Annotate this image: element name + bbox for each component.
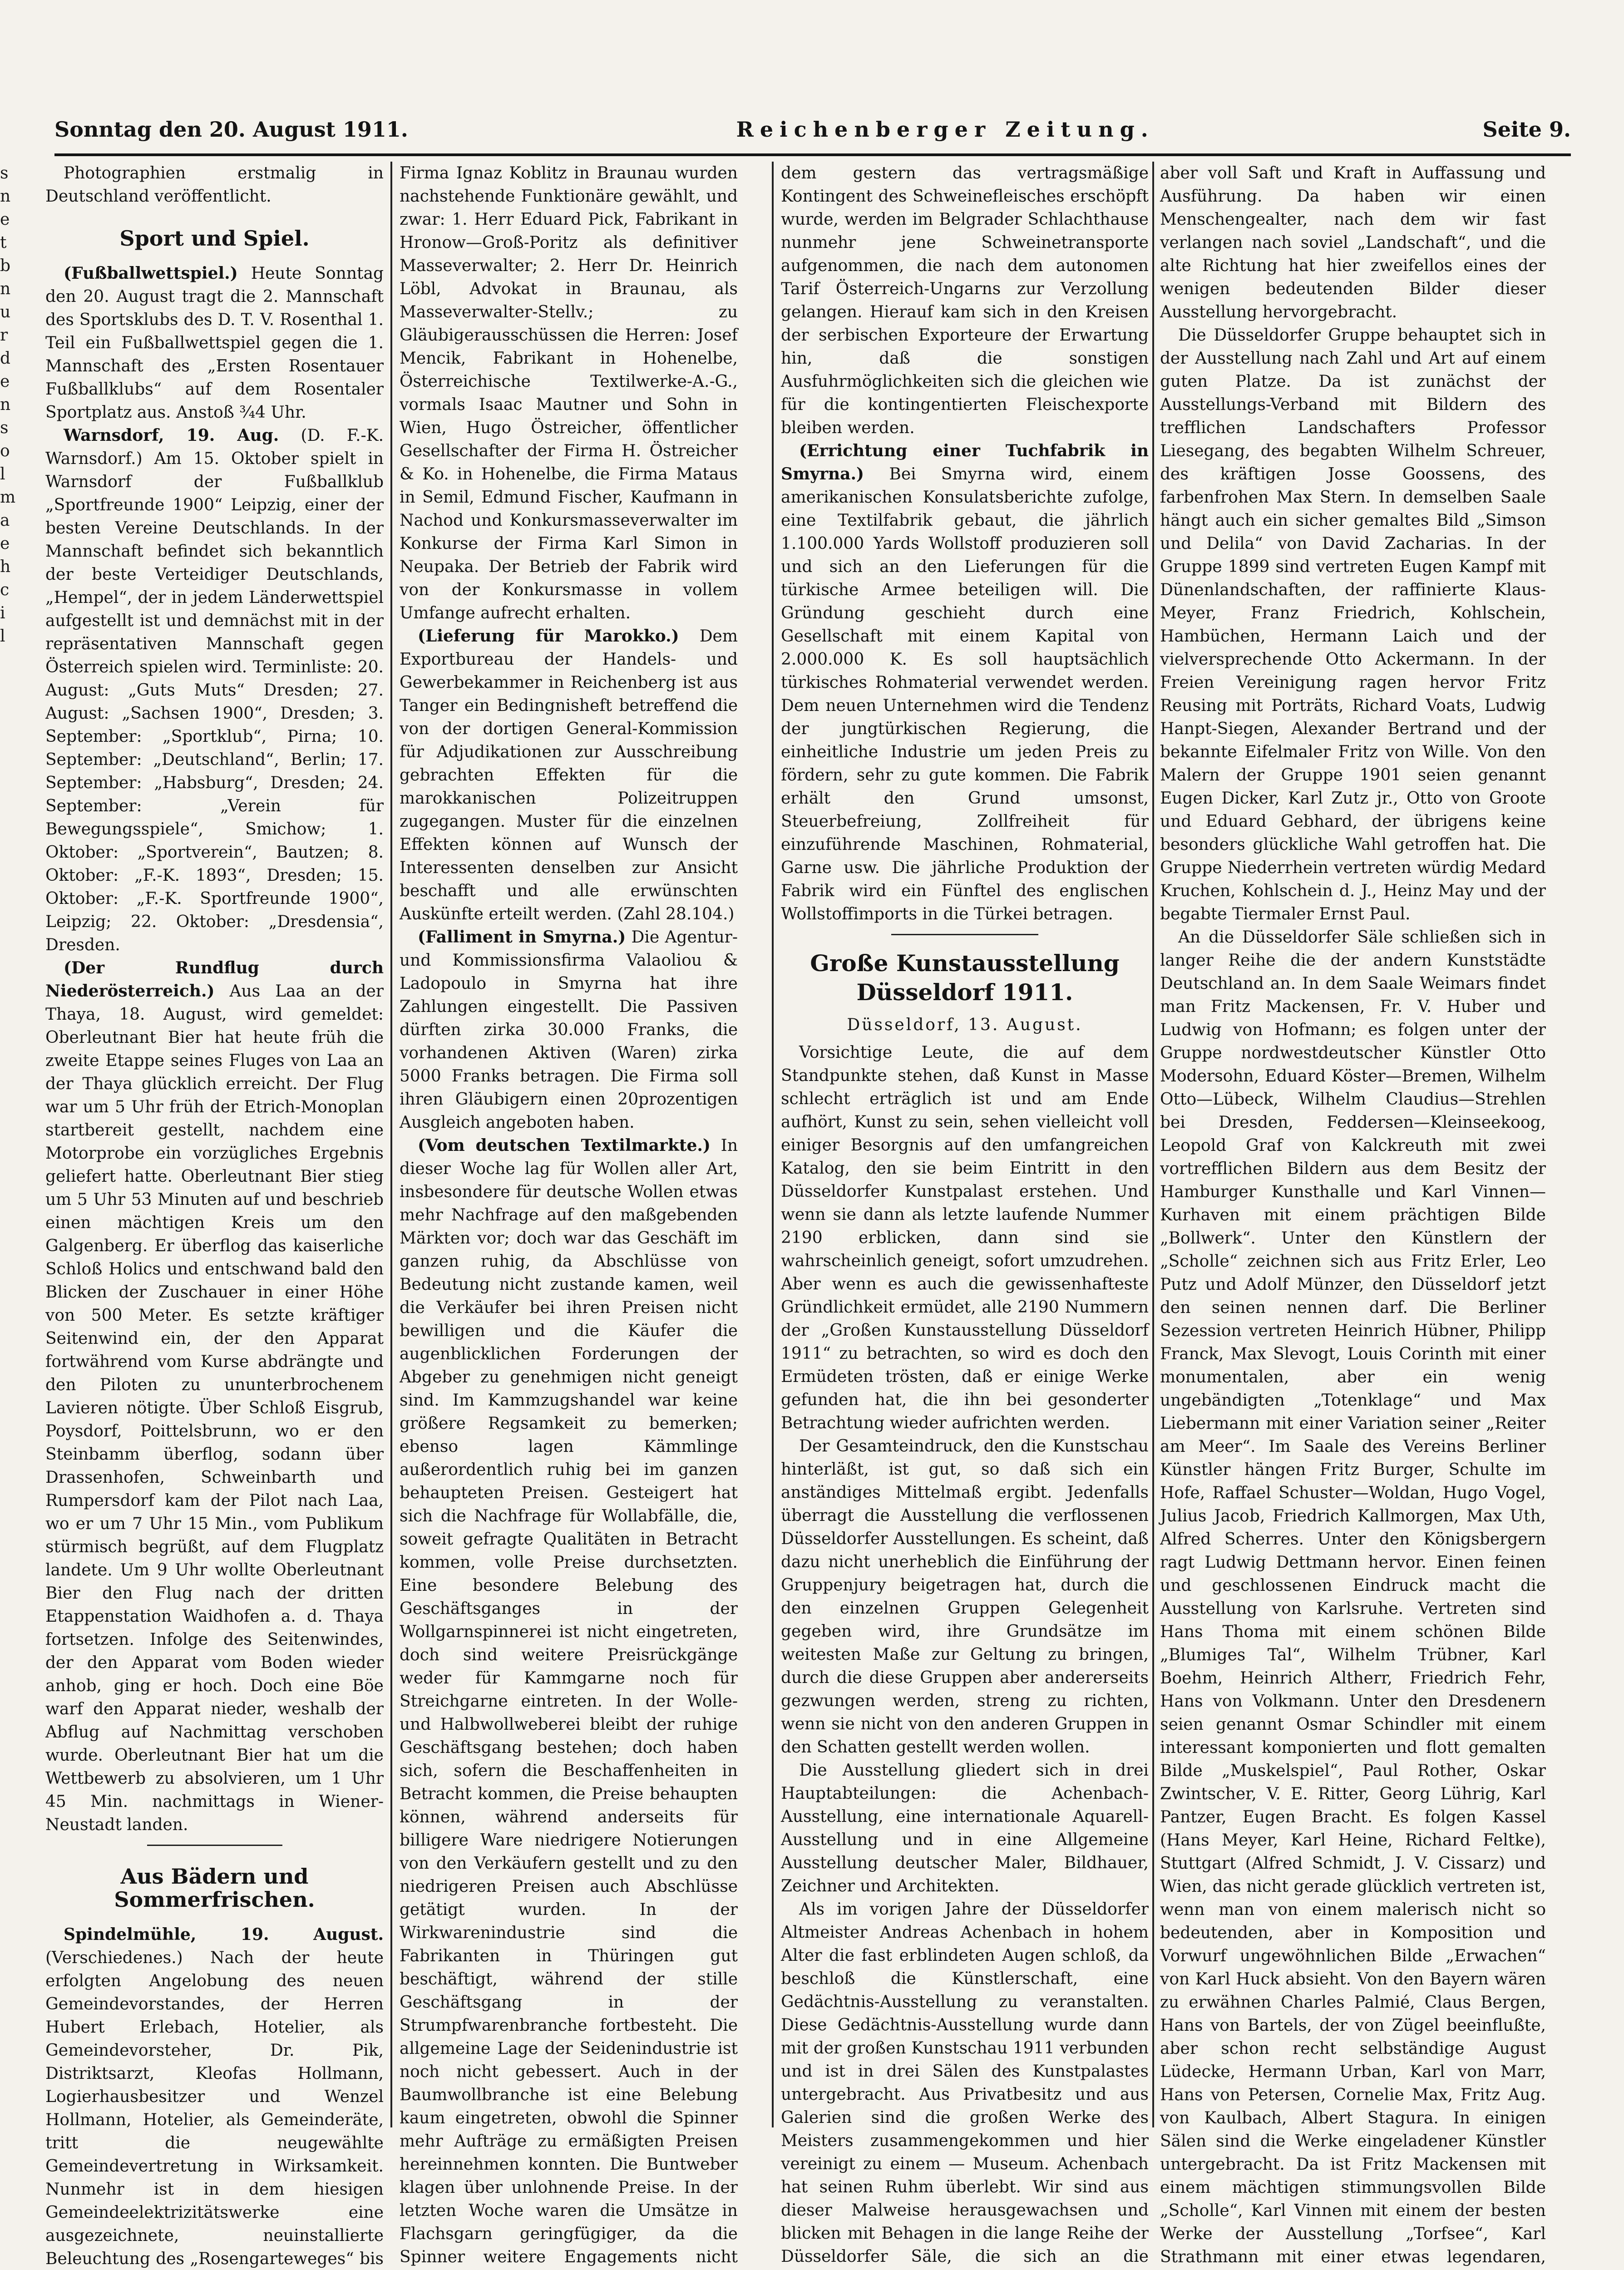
fragment: l	[0, 465, 5, 484]
article-spindelmuehle	[45, 1923, 384, 2270]
body: In dieser Woche lag für Wollen aller Art, insbesondere für deutsche Wollen etwas mehr Nachfrage auf den maßgebenden Märkten vor; doch war das Geschäft im ganzen ruhig, da Abschlüsse von Bedeutung nicht zustande kamen, weil die Verkäufer bei ihren Preisen nicht bewilligen und die Käufer die augenblicklichen Forderungen der Abgeber zu genehmigen nicht geneigt sind. Im Kammzugshandel war keine größere Regsamkeit zu bemerken; ebenso lagen Kämmlinge außerordentlich ruhig bei im ganzen behaupteten Preisen. Gesteigert hat sich die Nachfrage für Wollabfälle, die, soweit gefragte Qualitäten in Betracht kommen, volle Preise durchsetzten. Eine besondere Belebung des Geschäftsganges in der Wollgarnspinnerei ist nicht eingetreten, doch sind weitere Preisrückgänge weder für Kammgarne noch für Streichgarne eintreten. In der Wolle- und Halbwollweberei bleibt der ruhige Geschäftsgang bestehen; doch haben sich, sofern die Beschaffenheiten in Betracht kommen, die Preise behaupten können, während anderseits für billigere Ware niedrigere Notierungen von den Verkäufern gestellt und zu den niedrigeren Preisen auch Abschlüsse getätigt wurden. In der Wirkwarenindustrie sind die Fabrikanten in Thüringen gut beschäftigt, während der stille Geschäftsgang in der Strumpfwarenbranche fortbesteht. Die allgemeine Lage der Seidenindustrie ist noch nicht gebessert. Auch in der Baumwollbranche ist eine Belebung kaum eingetreten, obwohl die Spinner mehr Aufträge zu ermäßigten Preisen hereinnehmen konnten. Die Buntweber klagen über unlohnende Preise. In der letzten Woche waren die Umsätze in Flachsgarn geringfügiger, da die Spinner weitere Engagements nicht	[400, 1136, 738, 2266]
fragment: s	[0, 164, 9, 183]
fragment: l	[0, 627, 5, 646]
fragment: a	[0, 511, 10, 530]
body: (Verschiedenes.) Nach der heute erfolgten Angelobung des neuen Gemeindevorstandes, der Herren Hubert Erlebach, Hotelier, als Gemeindevorsteher, Dr. Pik, Distriktsarzt, Kleofas Hollmann, Logierhausbesitzer und Wenzel Hollmann, Hotelier, als Gemeinderäte, tritt die neugewählte Gemeindevertretung in Wirksamkeit. Nunmehr ist in dem hiesigen Gemeindeelektrizitätswerke eine ausgezeichnete, neuinstallierte Beleuchtung des „Rosengarteweges“ bis	[45, 1949, 384, 2268]
fragment: m	[0, 488, 16, 507]
column-1	[45, 162, 384, 2268]
fragment: e	[0, 210, 10, 229]
fragment: e	[0, 372, 10, 391]
headline: Spindelmühle, 19. August.	[64, 1925, 384, 1944]
article-rundflug	[45, 957, 384, 1836]
column-4	[1160, 162, 1546, 2266]
article-konkurs-continued: Firma Ignaz Koblitz in Braunau wurden nachstehende Funktionäre gewählt, und zwar: 1. Herr Eduard Pick, Fabrikant in Hronow—Groß-Poritz als definitiver Masseverwalter; 2. Herr Dr. Heinrich Löbl, Advokat in Braunau, als Masseverwalter-Stellv.; zu Gläubigerausschüssen die Herren: Josef Mencik, Fabrikant in Hohenelbe, Österreichische Textilwerke-A.-G., vormals Isaac Mautner und Sohn in Wien, Hugo Östreicher, öffentlicher Gesellschafter der Firma H. Östreicher & Ko. in Hohenelbe, die Firma Mataus in Semil, Edmund Fischer, Kaufmann in Nachod und Konkursmasseverwalter im Konkurse der Firma Karl Simon in Neupaka. Der Betrieb der Fabrik wird von der Konkursmasse in vollem Umfange aufrecht erhalten.	[400, 164, 738, 622]
fragment: n	[0, 187, 11, 206]
column-rule	[772, 162, 774, 2127]
fragment: n	[0, 395, 11, 414]
article-tuchfabrik	[781, 439, 1149, 926]
fragment: e	[0, 534, 10, 553]
headline: (Falliment in Smyrna.)	[418, 928, 626, 947]
column-rule	[1152, 162, 1154, 2127]
column-3	[781, 162, 1149, 2266]
header-rule	[54, 153, 1571, 156]
section-divider	[147, 1845, 282, 1846]
body: Dem Exportbureau der Handels- und Gewerbekammer in Reichenberg ist aus Tanger ein Bedingnisheft betreffend die von der dortigen General-Kommission für Adjudikationen zur Ausschreibung gebrachten Effekten für die marokkanischen Polizeitruppen zugegangen. Muster für die einzelnen Effekten können auf Wunsch der Interessenten denselben zur Ansicht beschafft und alle erwünschten Auskünfte erteilt werden. (Zahl 28.104.)	[400, 627, 738, 923]
body: Aus Laa an der Thaya, 18. August, wird gemeldet: Oberleutnant Bier hat heute früh die zweite Etappe seines Fluges von Laa an der Thaya glücklich erreicht. Der Flug war um 5 Uhr früh der Etrich-Monoplan startbereit gestellt, nachdem eine Motorprobe ein vorzügliches Ergebnis geliefert hatte. Oberleutnant Bier stieg um 5 Uhr 53 Minuten auf und beschrieb einen mächtigen Kreis um den Galgenberg. Er überflog das kaiserliche Schloß Holics und entschwand bald den Blicken der Zuschauer in einer Höhe von 500 Meter. Es setzte kräftiger Seitenwind ein, der den Apparat fortwährend vom Kurse abdrängte und den Piloten zu ununterbrochenem Lavieren nötigte. Über Schloß Eisgrub, Poysdorf, Poittelsbrunn, wo er den Steinbamm überflog, sodann über Drassenhofen, Schweinbarth und Rumpersdorf kam der Pilot nach Laa, wo er um 7 Uhr 15 Min., vom Publikum stürmisch begrüßt, auf dem Flugplatz landete. Um 9 Uhr wollte Oberleutnant Bier den Flug nach der dritten Etappenstation Waidhofen a. d. Thaya fortsetzen. Infolge des Seitenwindes, der den Apparat vom Boden wieder anhob, ging er hoch. Doch eine Böe warf den Apparat nieder, weshalb der Abflug auf Nachmittag verschoben wurde. Oberleutnant Bier hat um die Wettbewerb zu absolvieren, um 1 Uhr 45 Min. nachmittags in Wiener-Neustadt landen.	[45, 982, 384, 1834]
fragment: n	[0, 280, 11, 298]
fragment: b	[0, 257, 11, 275]
fragment: c	[0, 581, 10, 599]
section-title-sport: Sport und Spiel.	[119, 226, 310, 251]
fragment: r	[0, 326, 8, 345]
body: (D. F.-K. Warnsdorf.) Am 15. Oktober spielt in Warnsdorf der Fußballklub „Sportfreunde 1900“ Leipzig, einer der besten Vereine Deutschlands. In der Mannschaft befindet sich bekanntlich der beste Verteidiger Deutschlands, „Hempel“, der in jedem Länderwettspiel aufgestellt ist und demnächst mit in der repräsentativen Mannschaft gegen Österreich spielen wird. Terminliste: 20. August: „Guts Muts“ Dresden; 27. August: „Sachsen 1900“, Dresden; 3. September: „Sportklub“, Pirna; 10. September: „Deutschland“, Berlin; 17. September: „Habsburg“, Dresden; 24. September: „Verein für Bewegungsspiele“, Smichow; 1. Oktober: „Sportverein“, Bautzen; 8. Oktober: „F.-K. 1893“, Dresden; 15. Oktober: „F.-K. Sportfreunde 1900“, Leipzig; 22. Oktober: „Dresdensia“, Dresden.	[45, 426, 384, 954]
headline: (Errichtung einer Tuchfabrik in Smyrna.)	[781, 441, 1149, 484]
left-margin-fragments	[0, 162, 41, 2127]
body: Bei Smyrna wird, einem amerikanischen Konsulatsberichte zufolge, eine Textilfabrik gebaut, die jährlich 1.100.000 Yards Wollstoff produzieren soll und sich an den Lieferungen für die türkische Armee beteiligen will. Die Gründung geschieht durch eine Gesellschaft mit einem Kapital von 2.000.000 K. Es soll hauptsächlich türkisches Rohmaterial verwendet werden. Dem neuen Unternehmen wird die Tendenz der jungtürkischen Regierung, die einheitliche Industrie um jeden Preis zu fördern, sehr zu gute kommen. Die Fabrik erhält den Grund umsonst, Steuerbefreiung, Zollfreiheit für einzuführende Maschinen, Rohmaterial, Garne usw. Die jährliche Produktion der Fabrik wird ein Fünftel des englischen Wollstoffimports in die Türkei betragen.	[781, 465, 1149, 923]
headline: (Vom deutschen Textilmarkte.)	[418, 1136, 711, 1155]
paragraph: Als im vorigen Jahre der Düsseldorfer Altmeister Andreas Achenbach in hohem Alter die fast erblindeten Augen schloß, da beschloß die Künstlerschaft, eine Gedächtnis-Ausstellung zu veranstalten. Diese Gedächtnis-Ausstellung wurde dann mit der großen Kunstschau 1911 verbunden und ist in drei Sälen des Kunstpalastes untergebracht. Aus Privatbesitz und aus Galerien sind die großen Werke des Meisters zusammengekommen und hier vereinigt zu einem — Museum. Achenbach hat seinen Ruhm überlebt. Wir sind aus dieser Malweise herausgewachsen und blicken mit Behagen in die lange Reihe der Düsseldorfer Säle, die sich an die	[781, 1900, 1149, 2266]
paragraph: aber voll Saft und Kraft in Auffassung und Ausführung. Da haben wir einen Menschengealter, nach dem wir fast verlangen nach soviel „Landschaft“, und die alte Richtung hat hier zweifellos eines der wenigen bedeutenden Bilder dieser Ausstellung hervorgebracht.	[1160, 164, 1546, 321]
article-title-kunstausstellung: Große Kunstausstellung Düsseldorf 1911.	[810, 950, 1120, 1006]
fragment: h	[0, 558, 11, 576]
fragment: o	[0, 442, 10, 460]
column-rule	[390, 162, 392, 2127]
article-warnsdorf	[45, 424, 384, 957]
body: Heute Sonntag den 20. August tragt die 2. Mannschaft des Sportsklubs des D. T. V. Rosenthal 1. Teil ein Fußballwettspiel gegen die 1. Mannschaft des „Ersten Rosentauer Fußballklubs“ auf dem Rosentaler Sportplatz aus. Anstoß ¾4 Uhr.	[45, 264, 384, 422]
paragraph: Der Gesamteindruck, den die Kunstschau hinterläßt, ist gut, so daß sich ein anständiges Mittelmaß ergibt. Jedenfalls überragt die Ausstellung die verflossenen Düsseldorfer Ausstellungen. Es scheint, daß dazu nicht unerheblich die Einführung der Gruppenjury beigetragen hat, durch die den einzelnen Gruppen Gelegenheit gegeben wird, ihre Grundsätze im weitesten Maße zur Geltung zu bringen, durch die diese Gruppen aber andererseits gezwungen werden, streng zu richten, wenn sie nicht von den anderen Gruppen in den Schatten gestellt werden wollen.	[781, 1437, 1149, 1757]
fragment: s	[0, 419, 9, 437]
body: Die Agentur- und Kommissionsfirma Valaoliou & Ladopoulo in Smyrna hat ihre Zahlungen eingestellt. Die Passiven dürften zirka 30.000 Franks, die vorhandenen Aktiven (Waren) zirka 5000 Franks betragen. Die Firma soll ihren Gläubigern einen 20prozentigen Ausgleich angeboten haben.	[400, 928, 738, 1132]
section-title-baeder: Aus Bädern und Sommerfrischen.	[114, 1864, 315, 1912]
section-divider	[891, 934, 1038, 935]
headline: Warnsdorf, 19. Aug.	[64, 426, 279, 445]
article-smyrna	[400, 926, 738, 1134]
paragraph: Die Düsseldorfer Gruppe behauptet sich in der Ausstellung nach Zahl und Art auf einem guten Platze. Da ist zunächst der Ausstellungs-Verband mit Bildern des trefflichen Landschafters Professor Liesegang, des begabten Wilhelm Schreuer, des kräftigen Josse Goossens, des farbenfrohen Max Stern. In demselben Saale hängt auch ein sicher gemaltes Bild „Simson und Delila“ von David Zacharias. In der Gruppe 1899 sind vertreten Eugen Kampf mit Dünenlandschaften, der raffinierte Klaus-Meyer, Franz Friedrich, Kohlschein, Hambüchen, Hermann Laich und der vielversprechende Otto Ackermann. In der Freien Vereinigung ragen hervor Fritz Reusing mit Porträts, Richard Voats, Ludwig Hanpt-Siegen, Alexander Bertrand und der bekannte Eifelmaler Fritz von Wille. Von den Malern der Gruppe 1901 seien genannt Eugen Dicker, Karl Zutz jr., Otto von Groote und Eduard Gebhard, der übrigens keine besonders glückliche Wahl getroffen hat. Die Gruppe Niederrhein vertreten würdig Medard Kruchen, Kohlschein d. J., Heinz May und der begabte Tiermaler Ernst Paul.	[1160, 326, 1546, 923]
issue-date: Sonntag den 20. August 1911.	[54, 117, 408, 142]
dateline: Düsseldorf, 13. August.	[847, 1016, 1083, 1034]
paragraph: An die Düsseldorfer Säle schließen sich in langer Reihe die der andern Kunststädte Deutschland an. In dem Saale Weimars findet man Fritz Mackensen, Fr. V. Huber und Ludwig von Hofmann; es folgen unter der Gruppe nordwestdeutscher Künstler Otto Modersohn, Eduard Köster—Bremen, Wilhelm Otto—Lübeck, Wilhelm Claudius—Strehlen bei Dresden, Feddersen—Kleinseekoog, Leopold Graf von Kalckreuth mit zwei vortrefflichen Bildern aus dem Besitz der Hamburger Kunsthalle und Karl Vinnen—Kurhaven mit einem prächtigen Bilde „Bollwerk“. Unter den Künstlern der „Scholle“ zeichnen sich aus Fritz Erler, Leo Putz und Adolf Münzer, den Düsseldorf jetzt den seinen nennen darf. Die Berliner Sezession vertreten Heinrich Hübner, Philipp Franck, Max Slevogt, Louis Corinth mit einer monumentalen, aber ein wenig ungebändigten „Totenklage“ und Max Liebermann mit einer Variation seiner „Reiter am Meer“. Im Saale des Vereins Berliner Künstler hängen Fritz Burger, Schulte im Hofe, Raffael Schuster—Woldan, Hugo Vogel, Julius Jacob, Friedrich Kallmorgen, Max Uth, Alfred Scherres. Unter den Königsbergern ragt Ludwig Dettmann hervor. Einen feinen und geschlossenen Eindruck macht die Ausstellung von Karlsruhe. Vertreten sind Hans Thoma mit einem schönen Bilde „Blumiges Tal“, Wilhelm Trübner, Karl Boehm, Heinrich Altherr, Friedrich Fehr, Hans von Volkmann. Unter den Dresdenern seien genannt Osmar Schindler mit einem interessant komponierten und flott gemalten Bilde „Muskelspiel“, Paul Rother, Oskar Zwintscher, V. E. Ritter, Georg Lührig, Karl Pantzer, Eugen Bracht. Es folgen Kassel (Hans Meyer, Karl Heine, Richard Feltke), Stuttgart (Alfred Schmidt, J. V. Cissarz) und Wien, das nicht gerade glücklich vertreten ist, wenn man von einem malerisch nicht so bedeutenden, aber in Komposition und Vorwurf ungewöhnlichen Bilde „Erwachen“ von Karl Huck absieht. Von den Bayern wären zu erwähnen Charles Palmié, Claus Bergen, Hans von Bartels, der von Zügel beeinflußte, aber schon recht selbständige August Lüdecke, Hermann Urban, Karl von Marr, Hans von Petersen, Cornelie Max, Fritz Aug. von Kaulbach, Albert Stagura. In einigen Sälen sind die Werke eingeladener Künstler untergebracht. Da ist Fritz Mackensen mit einem mächtigen stimmungsvollen Bilde „Scholle“, Karl Vinnen mit einem der besten Werke der Ausstellung „Torfsee“, Karl Strathmann mit einer etwas legendaren,	[1160, 928, 1546, 2266]
paragraph: Vorsichtige Leute, die auf dem Standpunkte stehen, daß Kunst in Masse schlecht erträglich ist und am Ende aufhört, Kunst zu sein, sehen vielleicht voll einiger Besorgnis auf den umfangreichen Katalog, den sie beim Eintritt in den Düsseldorfer Kunstpalast erstehen. Und wenn sie dann als letzte laufende Nummer 2190 erblicken, dann sind sie wahrscheinlich geneigt, sofort umzudrehen. Aber wenn es auch die gewissenhafteste Gründlichkeit ermüdet, alle 2190 Nummern der „Großen Kunstausstellung Düsseldorf 1911“ zu betrachten, so wird es doch den Ermüdeten trösten, daß er einige Werke gefunden hat, die ihn bei gesonderter Betrachtung wieder aufrichten werden.	[781, 1043, 1149, 1432]
headline: (Fußballwettspiel.)	[64, 264, 238, 283]
intro-text: Photographien erstmalig in Deutschland veröffentlicht.	[45, 164, 384, 206]
fragment: i	[0, 604, 5, 622]
article-textilmarkt	[400, 1134, 738, 2270]
fragment: d	[0, 349, 11, 368]
article-marokko	[400, 625, 738, 926]
headline: (Lieferung für Marokko.)	[418, 627, 679, 646]
headline: (Der Rundflug durch Niederösterreich.)	[45, 958, 384, 1001]
masthead: Reichenberger Zeitung.	[736, 117, 1155, 142]
article-fleisch-continued: dem gestern das vertragsmäßige Kontingent des Schweinefleisches erschöpft wurde, werden im Belgrader Schlachthause nunmehr jene Schweinetransporte aufgenommen, die nach dem autonomen Tarif Österreich-Ungarns zur Verzollung gelangen. Hierauf kam sich in den Kreisen der serbischen Exporteure der Erwartung hin, daß die sonstigen Ausfuhrmöglichkeiten sich die gleichen wie für die kontingentierten Fleischexporte bleiben werden.	[781, 164, 1149, 437]
fragment: t	[0, 233, 7, 252]
page-number: Seite 9.	[1482, 117, 1571, 142]
article-fussball	[45, 262, 384, 424]
fragment: u	[0, 303, 11, 321]
paragraph: Die Ausstellung gliedert sich in drei Hauptabteilungen: die Achenbach-Ausstellung, eine internationale Aquarell-Ausstellung und in eine Allgemeine Ausstellung deutscher Maler, Bildhauer, Zeichner und Architekten.	[781, 1761, 1149, 1895]
column-2	[400, 162, 738, 2266]
page-header	[54, 109, 1571, 150]
